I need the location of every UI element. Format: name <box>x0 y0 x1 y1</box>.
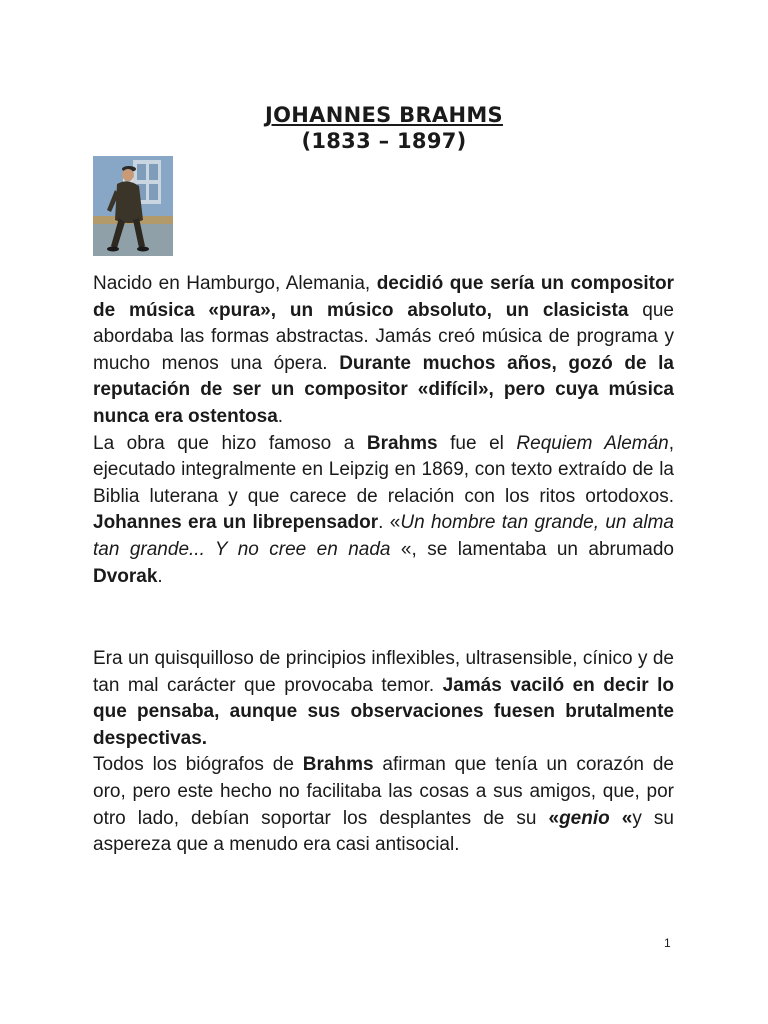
life-dates: (1833 – 1897) <box>301 129 467 153</box>
portrait-image <box>93 156 173 256</box>
para2-text-2: fue el <box>437 432 517 454</box>
para2-bold-3: Dvorak <box>93 565 158 587</box>
para1-text-2: que abordaba las formas abstractas. Jamás creó música de programa y mucho menos una ópera. <box>93 299 674 374</box>
para4-bold-italic-1: genio <box>559 807 610 829</box>
para3-bold-1: Jamás vaciló en decir lo que pensaba, aunque sus observaciones fuesen brutalmente despectivas. <box>93 674 674 749</box>
para1-text-3: . <box>277 405 284 427</box>
para2-bold-1: Brahms <box>366 432 438 454</box>
paragraph-requiem <box>93 431 674 591</box>
para3-text-1: Era un quisquilloso de principios inflexibles, ultrasensible, cínico y de tan mal carácter que provocaba temor. <box>93 648 674 696</box>
para4-bold-3: « <box>609 807 633 829</box>
title-block <box>0 102 768 154</box>
para1-bold-2: Durante muchos años, gozó de la reputación de ser un compositor «difícil», pero cuya música nunca era ostentosa <box>93 352 674 427</box>
paragraph-character <box>93 646 674 752</box>
body-text-bottom <box>93 646 674 859</box>
portrait-of-brahms-walking-icon <box>93 156 173 256</box>
para4-text-3: y su aspereza que a menudo era casi antisocial. <box>93 807 674 856</box>
page-title: JOHANNES BRAHMS <box>265 103 503 127</box>
body-text-top <box>93 271 674 590</box>
para4-text-2: afirman que tenía un corazón de oro, pero este hecho no facilitaba las cosas a sus amigos, que, por otro lado, debían soportar los desplantes de su <box>93 754 674 829</box>
para1-text-1: Nacido en Hamburgo, Alemania, <box>93 273 377 294</box>
para2-text-3: , ejecutado integralmente en Leipzig en 1869, con texto extraído de la Biblia luterana y que carece de relación con los ritos ortodoxos. <box>93 432 674 507</box>
para1-bold-1: decidió que sería un compositor de música «pura», un músico absoluto, un clasicista <box>93 273 674 321</box>
para2-text-1: La obra que hizo famoso a <box>93 432 367 454</box>
para2-text-5: «, se lamentaba un abrumado <box>400 538 674 560</box>
para4-bold-1: Brahms <box>302 754 374 776</box>
paragraph-birth <box>93 271 674 431</box>
para2-bold-2: Johannes era un librepensador <box>93 512 379 534</box>
para2-text-4: . « <box>378 512 401 534</box>
paragraph-biographers <box>93 752 674 858</box>
para2-italic-2: Un hombre tan grande, un alma tan grande... Y no cree en nada <box>93 512 674 560</box>
para2-text-6: . <box>157 565 163 587</box>
para2-italic-1: Requiem Alemán <box>516 432 669 454</box>
page-number: 1 <box>664 936 671 950</box>
para4-text-1: Todos los biógrafos de <box>93 754 303 776</box>
para4-bold-2: « <box>548 807 560 829</box>
